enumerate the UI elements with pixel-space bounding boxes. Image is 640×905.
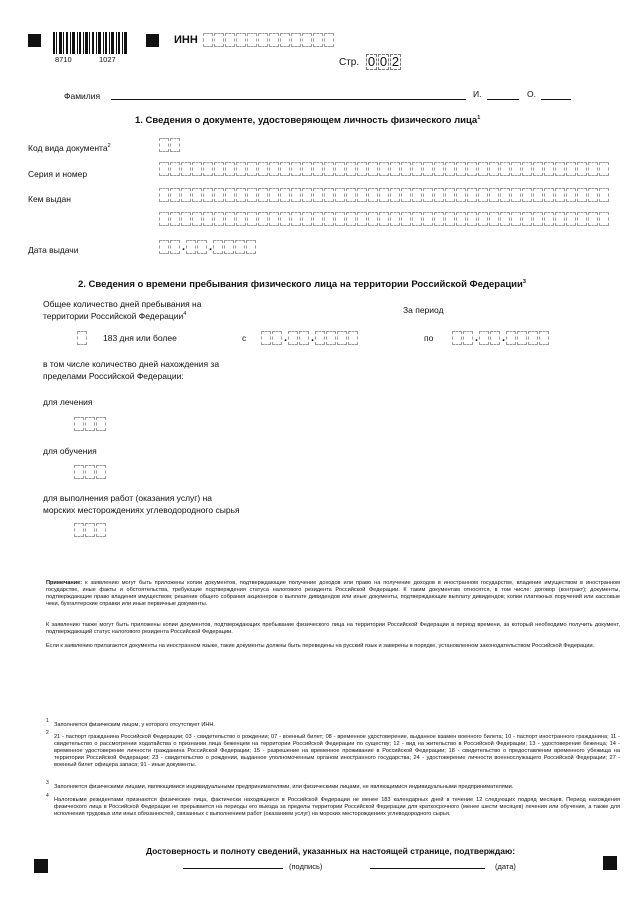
date-separator: . <box>501 332 506 344</box>
input-cell[interactable] <box>478 212 488 226</box>
period-to-date[interactable] <box>452 331 550 345</box>
input-cell[interactable] <box>517 331 527 345</box>
input-cell[interactable] <box>489 212 499 226</box>
input-cell[interactable] <box>423 212 433 226</box>
input-cell[interactable] <box>324 33 334 47</box>
input-cell[interactable] <box>566 188 576 202</box>
page-digit-3: 2 <box>391 54 400 69</box>
input-cell[interactable] <box>203 212 213 226</box>
date-label: (дата) <box>495 862 516 871</box>
input-cell[interactable] <box>522 188 532 202</box>
input-cell[interactable] <box>246 240 256 254</box>
total-days-label-line2: территории Российской Федерации$^4$ <box>43 311 187 321</box>
footnote-2: 21 - паспорт гражданина Российской Федерации; 03 - свидетельство о рождении; 07 - военный билет; 08 - временное удостоверение, выданное взамен военного билета; 10 - паспорт иностранного гражданина; 11 - свидетельство о рассмотрении ходатайства о признании лица беженцем на территории Российской Федерации по существу; 12 - вид на жительство в Российской Федерации; 13 - удостоверение беженца; 14 - временное удостоверение личности гражданина Российской Федерации; 15 - разрешение на временное проживание в Российской Федерации; 18 - свидетельство о предоставлении временного убежища на территории Российской Федерации; 23 - свидетельство о рождении, выданное уполномоченным органом иностранного государства; 24 - удостоверение личности военнослужащего Российской Федерации; 27 - военный билет офицера запаса; 91 - иные документы. <box>54 734 620 768</box>
input-cell[interactable] <box>348 331 358 345</box>
issued-by-field-line1[interactable] <box>159 188 610 202</box>
input-cell[interactable] <box>299 331 309 345</box>
input-cell[interactable] <box>181 212 191 226</box>
input-cell[interactable] <box>203 162 213 176</box>
date-separator: . <box>208 241 213 253</box>
input-cell[interactable] <box>269 212 279 226</box>
footnote-4-number: 4 <box>46 793 49 799</box>
input-cell[interactable] <box>390 162 400 176</box>
input-cell[interactable] <box>197 240 207 254</box>
input-cell[interactable] <box>159 212 169 226</box>
footnote-1-number: 1 <box>46 718 49 724</box>
input-cell[interactable] <box>302 162 312 176</box>
offshore-days-label-line1: для выполнения работ (оказания услуг) на <box>43 493 213 503</box>
input-cell[interactable] <box>390 188 400 202</box>
input-cell[interactable] <box>214 212 224 226</box>
input-cell[interactable] <box>192 188 202 202</box>
input-cell[interactable] <box>258 188 268 202</box>
doc-type-label: Код вида документа$^2$ <box>28 143 111 153</box>
input-cell[interactable] <box>357 162 367 176</box>
input-cell[interactable] <box>302 212 312 226</box>
input-cell[interactable] <box>533 162 543 176</box>
issued-by-field-line2[interactable] <box>159 212 610 226</box>
input-cell[interactable] <box>528 331 538 345</box>
input-cell[interactable] <box>235 240 245 254</box>
input-cell[interactable] <box>467 188 477 202</box>
input-cell[interactable] <box>247 162 257 176</box>
input-cell[interactable] <box>324 162 334 176</box>
abroad-days-label-line1: в том числе количество дней нахождения за <box>43 359 220 369</box>
input-cell[interactable] <box>401 212 411 226</box>
input-cell[interactable] <box>555 188 565 202</box>
input-cell[interactable] <box>247 188 257 202</box>
series-number-field[interactable] <box>159 162 610 176</box>
offshore-days-label-line2: морских месторождениях углеводородного сырья <box>43 505 240 515</box>
doc-type-field[interactable] <box>159 138 181 152</box>
input-cell[interactable] <box>269 33 279 47</box>
input-cell[interactable] <box>478 162 488 176</box>
input-cell[interactable] <box>236 212 246 226</box>
barcode <box>53 32 128 64</box>
input-cell[interactable] <box>346 212 356 226</box>
input-cell[interactable] <box>452 331 462 345</box>
input-cell[interactable] <box>159 162 169 176</box>
corner-marker-top-left <box>28 34 41 47</box>
days-checkbox[interactable] <box>77 331 88 345</box>
input-cell[interactable] <box>96 417 106 431</box>
input-cell[interactable] <box>588 188 598 202</box>
page-label: Стр. <box>339 57 360 68</box>
input-cell[interactable] <box>192 212 202 226</box>
surname-label: Фамилия <box>64 91 101 101</box>
input-cell[interactable] <box>225 188 235 202</box>
input-cell[interactable] <box>456 212 466 226</box>
input-cell[interactable] <box>544 188 554 202</box>
input-cell[interactable] <box>555 212 565 226</box>
treatment-days-label: для лечения <box>43 397 93 407</box>
attestation-text: Достоверность и полноту сведений, указанных на настоящей странице, подтверждаю: <box>146 846 516 856</box>
input-cell[interactable] <box>291 162 301 176</box>
input-cell[interactable] <box>346 188 356 202</box>
input-cell[interactable] <box>511 162 521 176</box>
input-cell[interactable] <box>203 188 213 202</box>
note-paragraph-2: К заявлению также могут быть приложены копии документов, подтверждающих пребывание физического лица на территории Российской Федерации в период времени, за который необходимо получить документ, подтверждающий статус налогового резидента Российской Федерации. <box>46 622 620 635</box>
input-cell[interactable] <box>170 212 180 226</box>
input-cell[interactable] <box>74 417 84 431</box>
input-cell[interactable] <box>214 188 224 202</box>
date-separator: . <box>283 332 288 344</box>
input-cell[interactable] <box>467 212 477 226</box>
input-cell[interactable] <box>390 212 400 226</box>
input-cell[interactable] <box>269 162 279 176</box>
input-cell[interactable] <box>456 162 466 176</box>
input-cell[interactable] <box>511 188 521 202</box>
footnote-3: Заполняется физическими лицами, являющимися индивидуальными предпринимателями, или физическими лицами, не являющимися индивидуальными предпринимателями. <box>54 784 514 790</box>
initial-o-label: О. <box>527 89 536 99</box>
input-cell[interactable] <box>577 162 587 176</box>
input-cell[interactable] <box>412 188 422 202</box>
input-cell[interactable] <box>401 188 411 202</box>
input-cell[interactable] <box>412 162 422 176</box>
input-cell[interactable] <box>313 162 323 176</box>
input-cell[interactable] <box>599 162 609 176</box>
input-cell[interactable] <box>96 523 106 537</box>
footnote-3-number: 3 <box>46 780 49 786</box>
page-digit-2: 0 <box>379 54 388 69</box>
input-cell[interactable] <box>423 162 433 176</box>
input-cell[interactable] <box>500 162 510 176</box>
treatment-days-field[interactable] <box>74 417 107 431</box>
section1-title: 1. Сведения о документе, удостоверяющем личность физического лица$^1$ <box>135 115 481 127</box>
issue-date-field[interactable] <box>159 240 257 254</box>
input-cell[interactable] <box>280 188 290 202</box>
input-cell[interactable] <box>269 188 279 202</box>
offshore-days-field[interactable] <box>74 523 107 537</box>
input-cell[interactable] <box>401 162 411 176</box>
input-cell[interactable] <box>445 162 455 176</box>
footnote-2-number: 2 <box>46 730 49 736</box>
input-cell[interactable] <box>236 162 246 176</box>
barcode-number-left: 8710 <box>55 55 72 64</box>
input-cell[interactable] <box>96 465 106 479</box>
input-cell[interactable] <box>181 188 191 202</box>
page-digit-1: 0 <box>367 54 376 69</box>
input-cell[interactable] <box>291 188 301 202</box>
input-cell[interactable] <box>288 331 298 345</box>
input-cell[interactable] <box>479 331 489 345</box>
series-number-label: Серия и номер <box>28 169 88 179</box>
initial-o-line[interactable] <box>541 99 571 100</box>
input-cell[interactable] <box>539 331 549 345</box>
issued-by-label: Кем выдан <box>28 194 71 204</box>
input-cell[interactable] <box>588 162 598 176</box>
input-cell[interactable] <box>85 523 95 537</box>
input-cell[interactable] <box>368 162 378 176</box>
input-cell[interactable] <box>261 331 271 345</box>
input-cell[interactable] <box>335 188 345 202</box>
input-cell[interactable] <box>225 162 235 176</box>
input-cell[interactable] <box>192 162 202 176</box>
input-cell[interactable] <box>478 188 488 202</box>
initial-i-label: И. <box>473 89 482 99</box>
initial-i-line[interactable] <box>487 99 519 100</box>
surname-line[interactable] <box>111 99 466 100</box>
input-cell[interactable] <box>236 188 246 202</box>
input-cell[interactable] <box>181 162 191 176</box>
period-from-label: с <box>242 333 247 343</box>
input-cell[interactable] <box>337 331 347 345</box>
inn-label: ИНН <box>174 34 198 46</box>
input-cell[interactable] <box>522 162 532 176</box>
input-cell[interactable] <box>335 212 345 226</box>
input-cell[interactable] <box>258 162 268 176</box>
input-cell[interactable] <box>522 212 532 226</box>
input-cell[interactable] <box>599 188 609 202</box>
input-cell[interactable] <box>489 188 499 202</box>
signature-label: (подпись) <box>289 862 323 871</box>
input-cell[interactable] <box>489 162 499 176</box>
input-cell[interactable] <box>379 212 389 226</box>
input-cell[interactable] <box>463 331 473 345</box>
input-cell[interactable] <box>313 188 323 202</box>
input-cell[interactable] <box>170 138 180 152</box>
input-cell[interactable] <box>434 162 444 176</box>
signature-line[interactable] <box>183 868 283 869</box>
input-cell[interactable] <box>315 331 325 345</box>
input-cell[interactable] <box>324 212 334 226</box>
input-cell[interactable] <box>335 162 345 176</box>
input-cell[interactable] <box>302 33 312 47</box>
input-cell[interactable] <box>313 33 323 47</box>
footnote-1: Заполняется физическим лицом, у которого отсутствует ИНН. <box>54 722 215 728</box>
input-cell[interactable] <box>566 162 576 176</box>
input-cell[interactable] <box>467 162 477 176</box>
input-cell[interactable] <box>280 212 290 226</box>
footnote-4: Налоговыми резидентами признаются физические лица, фактически находящиеся в Российской Федерации не менее 183 календарных дней в течение 12 следующих подряд месяцев. Период нахождения физического лица в Российской Федерации не прерывается на периоды его выезда за пределы территории Российской Федерации для краткосрочного (менее шести месяцев) лечения или обучения, а также для исполнения трудовых или иных обязанностей, связанных с выполнением работ (оказанием услуг) на морских месторождениях углеводородного сырья. <box>54 797 620 817</box>
input-cell[interactable] <box>236 33 246 47</box>
date-separator: . <box>474 332 479 344</box>
input-cell[interactable] <box>85 465 95 479</box>
input-cell[interactable] <box>490 331 500 345</box>
input-cell[interactable] <box>357 212 367 226</box>
input-cell[interactable] <box>500 188 510 202</box>
marker-top-center <box>146 34 159 47</box>
input-cell[interactable] <box>280 162 290 176</box>
input-cell[interactable] <box>74 465 84 479</box>
input-cell[interactable] <box>280 33 290 47</box>
input-cell[interactable] <box>434 188 444 202</box>
input-cell[interactable] <box>170 188 180 202</box>
study-days-label: для обучения <box>43 446 97 456</box>
input-cell[interactable] <box>291 212 301 226</box>
input-cell[interactable] <box>324 188 334 202</box>
input-cell[interactable] <box>159 188 169 202</box>
days-option-label: 183 дня или более <box>103 333 177 343</box>
input-cell[interactable] <box>247 33 257 47</box>
input-cell[interactable] <box>85 417 95 431</box>
input-cell[interactable] <box>445 212 455 226</box>
input-cell[interactable] <box>225 33 235 47</box>
date-line[interactable] <box>370 868 485 869</box>
input-cell[interactable] <box>170 240 180 254</box>
input-cell[interactable] <box>445 188 455 202</box>
input-cell[interactable] <box>346 162 356 176</box>
input-cell[interactable] <box>456 188 466 202</box>
input-cell[interactable] <box>533 188 543 202</box>
input-cell[interactable] <box>434 212 444 226</box>
input-cell[interactable] <box>203 33 213 47</box>
input-cell[interactable] <box>313 212 323 226</box>
input-cell[interactable] <box>379 188 389 202</box>
input-cell[interactable] <box>500 212 510 226</box>
input-cell[interactable] <box>423 188 433 202</box>
input-cell[interactable] <box>159 138 169 152</box>
input-cell[interactable] <box>258 212 268 226</box>
input-cell[interactable] <box>368 188 378 202</box>
input-cell[interactable] <box>544 212 554 226</box>
section2-title: 2. Сведения о времени пребывания физического лица на территории Российской Федерации$^3$ <box>78 279 526 291</box>
input-cell[interactable] <box>170 162 180 176</box>
corner-marker-bottom-left <box>34 859 48 873</box>
note-paragraph-1: Примечание: к заявлению могут быть приложены копии документов, подтверждающие получение доходов или право на получение доходов в иностранном государстве, владение имуществом в иностранном государстве, иные факты и обстоятельства, требующие подтверждения статуса налогового резидента Российской Федерации. К таким документам относятся, в том числе: договор (контракт); документы, подтверждающие право владения имуществом; решение общего собрания акционеров о выплате дивидендов или иные документы, подтверждающие выплату дивидендов; копии платежных поручений или кассовые чеки, бухгалтерские справки или иные первичные документы. <box>46 580 620 607</box>
input-cell[interactable] <box>258 33 268 47</box>
input-cell[interactable] <box>74 523 84 537</box>
input-cell[interactable] <box>77 331 87 345</box>
input-cell[interactable] <box>506 331 516 345</box>
barcode-number-right: 1027 <box>99 55 116 64</box>
input-cell[interactable] <box>511 212 521 226</box>
input-cell[interactable] <box>379 162 389 176</box>
inn-field[interactable] <box>203 33 335 47</box>
note-paragraph-3: Если к заявлению прилагаются документы на иностранном языке, такие документы должны быть переведены на русский язык и заверены в порядке, установленном законодательством Российской Федерации. <box>46 643 595 649</box>
period-from-date[interactable] <box>261 331 359 345</box>
input-cell[interactable] <box>214 33 224 47</box>
period-to-label: по <box>424 333 434 343</box>
input-cell[interactable] <box>159 240 169 254</box>
date-separator: . <box>181 241 186 253</box>
input-cell[interactable] <box>247 212 257 226</box>
issue-date-label: Дата выдачи <box>28 245 79 255</box>
period-label: За период <box>403 305 444 315</box>
input-cell[interactable] <box>533 212 543 226</box>
input-cell[interactable] <box>272 331 282 345</box>
corner-marker-bottom-right <box>603 856 617 870</box>
input-cell[interactable] <box>186 240 196 254</box>
barcode-bars <box>53 32 128 54</box>
input-cell[interactable] <box>577 212 587 226</box>
input-cell[interactable] <box>412 212 422 226</box>
total-days-label-line1: Общее количество дней пребывания на <box>43 299 202 309</box>
input-cell[interactable] <box>368 212 378 226</box>
input-cell[interactable] <box>599 212 609 226</box>
input-cell[interactable] <box>588 212 598 226</box>
input-cell[interactable] <box>213 240 223 254</box>
date-separator: . <box>310 332 315 344</box>
input-cell[interactable] <box>357 188 367 202</box>
input-cell[interactable] <box>326 331 336 345</box>
input-cell[interactable] <box>214 162 224 176</box>
page-number-field <box>366 54 402 70</box>
input-cell[interactable] <box>291 33 301 47</box>
input-cell[interactable] <box>577 188 587 202</box>
input-cell[interactable] <box>224 240 234 254</box>
input-cell[interactable] <box>544 162 554 176</box>
input-cell[interactable] <box>566 212 576 226</box>
input-cell[interactable] <box>555 162 565 176</box>
input-cell[interactable] <box>225 212 235 226</box>
input-cell[interactable] <box>302 188 312 202</box>
abroad-days-label-line2: пределами Российской Федерации: <box>43 371 184 381</box>
study-days-field[interactable] <box>74 465 107 479</box>
